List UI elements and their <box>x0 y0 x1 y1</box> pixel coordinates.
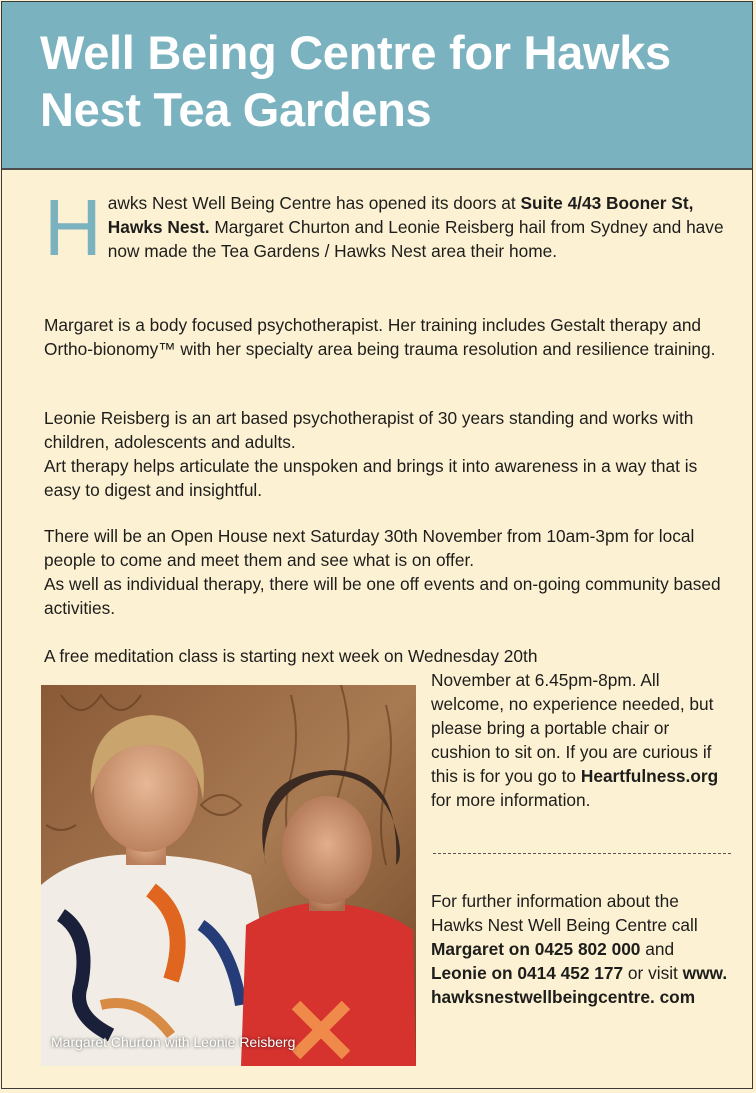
meditation-paragraph: November at 6.45pm-8pm. All welcome, no experience needed, but please bring a portable chair or cushion to sit on. If you are curious if this is for you go to Heartfulness.org for more information. <box>431 670 719 810</box>
contact-paragraph: For further information about the Hawks Nest Well Being Centre call Margaret on 0425 802 000 and Leonie on 0414 452 177 or visit www. hawksnestwellbeingcentre. com <box>431 891 728 1007</box>
margaret-paragraph: Margaret is a body focused psychotherapist. Her training includes Gestalt therapy and Ortho-bionomy™ with her specialty area being trauma resolution and resilience training. <box>44 315 716 359</box>
website-link[interactable]: www. hawksnestwellbeingcentre. com <box>431 963 728 1007</box>
leonie-phone: Leonie on 0414 452 177 <box>431 963 624 983</box>
open-house-paragraph: There will be an Open House next Saturday 30th November from 10am-3pm for local people to come and meet them and see what is on offer. As well as individual therapy, there will be one off events and on-going community based activities. <box>44 526 721 618</box>
leonie-paragraph: Leonie Reisberg is an art based psychotherapist of 30 years standing and works with children, adolescents and adults. Art therapy helps articulate the unspoken and brings it into awareness in a way that is easy to digest and insightful. <box>44 408 698 500</box>
heartfulness-link[interactable]: Heartfulness.org <box>580 766 719 786</box>
article-title: Well Being Centre for Hawks Nest Tea Gardens <box>40 26 671 136</box>
intro-paragraph: Hawks Nest Well Being Centre has opened its doors at Suite 4/43 Booner St, Hawks Nest. Margaret Churton and Leonie Reisberg hail from Sydney and have now made the Tea Gardens / Hawks Nest area their home. <box>44 183 724 272</box>
address: Suite 4/43 Booner St, Hawks Nest. <box>107 193 694 237</box>
dashed-divider <box>433 853 731 854</box>
photo-caption: Margaret Churton with Leonie Reisberg <box>51 1034 296 1050</box>
drop-cap: H <box>44 183 102 272</box>
header-banner <box>2 2 752 170</box>
meditation-lead: A free meditation class is starting next week on Wednesday 20th <box>44 646 538 666</box>
margaret-phone: Margaret on 0425 802 000 <box>431 939 641 959</box>
portrait-photo <box>41 685 416 1066</box>
